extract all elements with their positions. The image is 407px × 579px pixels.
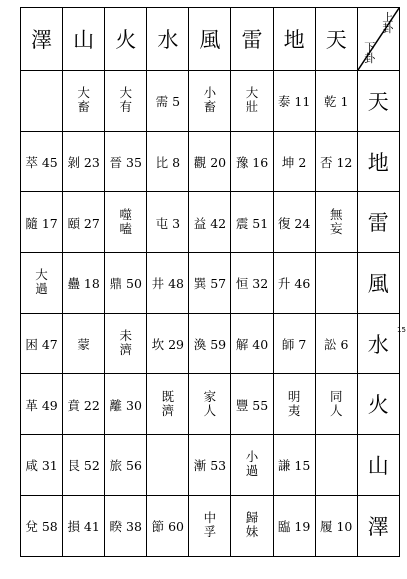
table-row (21, 71, 400, 132)
header-upper-huo: 火 (105, 8, 147, 71)
hexagram-cell (273, 313, 315, 374)
hexagram-cell (63, 253, 105, 314)
hexagram-name: 剝 23 (67, 155, 100, 171)
hexagram-name: 既 濟 (161, 388, 175, 418)
header-upper-shan: 山 (63, 8, 105, 71)
hexagram-name: 渙 59 (193, 337, 227, 353)
hexagram-name: 睽 38 (109, 519, 142, 535)
hexagram-cell (147, 71, 189, 132)
hexagram-cell (63, 71, 105, 132)
hexagram-cell (105, 374, 147, 435)
hexagram-cell (273, 374, 315, 435)
hexagram-name: 井 48 (151, 276, 185, 292)
hexagram-name: 大 畜 (77, 85, 90, 115)
hexagram-name: 屯 3 (155, 215, 181, 231)
hexagram-name: 升 46 (277, 276, 311, 292)
hexagram-cell (21, 131, 63, 192)
hexagram-name: 蠱 18 (67, 276, 100, 292)
table-row (21, 131, 400, 192)
hexagram-cell (231, 313, 273, 374)
table-row (21, 374, 400, 435)
table-row (21, 192, 400, 253)
hexagram-cell (231, 435, 273, 496)
hexagram-name: 震 51 (235, 215, 269, 231)
hexagram-cell (105, 435, 147, 496)
hexagram-name: 師 7 (281, 337, 307, 353)
hexagram-name: 家 人 (203, 388, 217, 418)
hexagram-cell (189, 313, 231, 374)
table-body (21, 8, 400, 557)
hexagram-name: 比 8 (155, 155, 181, 171)
hexagram-name: 節 60 (151, 519, 185, 535)
hexagram-cell (231, 71, 273, 132)
row-lower-trigram-label: 天 (357, 71, 399, 132)
hexagram-name: 漸 53 (193, 458, 227, 474)
hexagram-cell (189, 131, 231, 192)
corner-lower-trigram-label: 下卦 (364, 41, 376, 65)
hexagram-name: 咸 31 (25, 458, 58, 474)
hexagram-cell (63, 435, 105, 496)
table-row (21, 253, 400, 314)
hexagram-name: 復 24 (277, 215, 311, 231)
hexagram-name: 噬 嗑 (119, 206, 132, 236)
hexagram-name: 訟 6 (323, 337, 349, 353)
hexagram-cell (147, 435, 189, 496)
hexagram-cell (315, 495, 357, 556)
hexagram-cell (231, 253, 273, 314)
hexagram-table (20, 7, 400, 557)
table-row (21, 495, 400, 556)
hexagram-cell (315, 192, 357, 253)
hexagram-cell (315, 374, 357, 435)
hexagram-cell (147, 495, 189, 556)
hexagram-name: 乾 1 (323, 94, 349, 110)
hexagram-name: 小 過 (245, 449, 259, 479)
hexagram-cell (189, 192, 231, 253)
hexagram-name: 恒 32 (235, 276, 269, 292)
hexagram-name: 臨 19 (277, 519, 311, 535)
hexagram-cell (147, 192, 189, 253)
hexagram-name: 解 40 (235, 337, 269, 353)
hexagram-cell (273, 192, 315, 253)
hexagram-cell (105, 495, 147, 556)
row-lower-trigram-label: 澤 (357, 495, 399, 556)
hexagram-cell (231, 374, 273, 435)
hexagram-name: 觀 20 (193, 155, 227, 171)
hexagram-name: 兌 58 (25, 519, 58, 535)
hexagram-cell (273, 253, 315, 314)
header-upper-di: 地 (273, 8, 315, 71)
hexagram-cell (273, 71, 315, 132)
hexagram-name: 豫 16 (235, 155, 269, 171)
row-lower-trigram-label: 雷 (357, 192, 399, 253)
hexagram-cell (189, 435, 231, 496)
hexagram-cell (315, 253, 357, 314)
row-lower-trigram-label: 水 (357, 313, 399, 374)
hexagram-cell (105, 313, 147, 374)
hexagram-cell (231, 192, 273, 253)
corner-upper-trigram-label: 上卦 (382, 11, 394, 35)
hexagram-name: 泰 11 (277, 94, 311, 110)
hexagram-name: 困 47 (25, 337, 58, 353)
hexagram-cell (105, 253, 147, 314)
hexagram-name: 同 人 (329, 388, 343, 418)
hexagram-cell (63, 192, 105, 253)
hexagram-name: 旅 56 (109, 458, 142, 474)
hexagram-name: 無 妄 (329, 206, 343, 236)
hexagram-cell (189, 374, 231, 435)
hexagram-name: 大 有 (119, 85, 132, 115)
hexagram-cell (21, 435, 63, 496)
hexagram-name: 豐 55 (235, 397, 269, 413)
header-row (21, 8, 400, 71)
hexagram-cell (273, 495, 315, 556)
header-upper-shui: 水 (147, 8, 189, 71)
hexagram-name: 鼎 50 (109, 276, 142, 292)
hexagram-cell (315, 131, 357, 192)
hexagram-cell (189, 495, 231, 556)
hexagram-cell (105, 71, 147, 132)
hexagram-name: 晉 35 (109, 155, 142, 171)
hexagram-name: 未 濟 (119, 328, 132, 358)
hexagram-cell (105, 192, 147, 253)
hexagram-name: 否 12 (320, 155, 353, 171)
row-lower-trigram-label: 火 (357, 374, 399, 435)
header-upper-ze: 澤 (21, 8, 63, 71)
hexagram-name: 坤 2 (281, 155, 307, 171)
hexagram-cell (315, 435, 357, 496)
hexagram-cell (63, 374, 105, 435)
row-lower-trigram-label: 地 (357, 131, 399, 192)
hexagram-name: 歸 妹 (245, 510, 259, 540)
hexagram-name: 蒙 (77, 337, 90, 353)
hexagram-cell (21, 192, 63, 253)
hexagram-cell (231, 495, 273, 556)
page-number: 15 (397, 326, 406, 334)
hexagram-name: 謙 15 (277, 458, 311, 474)
hexagram-name: 益 42 (193, 215, 227, 231)
hexagram-name: 中 孚 (203, 510, 217, 540)
hexagram-cell (21, 495, 63, 556)
hexagram-cell (189, 71, 231, 132)
row-lower-trigram-label: 風 (357, 253, 399, 314)
hexagram-cell (21, 71, 63, 132)
hexagram-cell (315, 71, 357, 132)
hexagram-cell (147, 374, 189, 435)
hexagram-name: 革 49 (25, 397, 58, 413)
hexagram-name: 履 10 (320, 519, 353, 535)
hexagram-cell (147, 253, 189, 314)
row-lower-trigram-label: 山 (357, 435, 399, 496)
corner-cell (357, 8, 399, 71)
hexagram-cell (147, 313, 189, 374)
hexagram-cell (273, 435, 315, 496)
hexagram-name: 艮 52 (67, 458, 100, 474)
hexagram-cell (231, 131, 273, 192)
hexagram-cell (21, 253, 63, 314)
table-row (21, 435, 400, 496)
hexagram-cell (21, 313, 63, 374)
hexagram-name: 明 夷 (287, 388, 301, 418)
hexagram-name: 大 過 (35, 267, 48, 297)
hexagram-name: 隨 17 (25, 215, 58, 231)
hexagram-cell (189, 253, 231, 314)
hexagram-name: 大 壯 (245, 85, 259, 115)
hexagram-cell (21, 374, 63, 435)
table-row (21, 313, 400, 374)
hexagram-cell (273, 131, 315, 192)
hexagram-cell (63, 313, 105, 374)
header-upper-lei: 雷 (231, 8, 273, 71)
header-upper-feng: 風 (189, 8, 231, 71)
hexagram-cell (315, 313, 357, 374)
hexagram-name: 坎 29 (151, 337, 185, 353)
hexagram-name: 小 畜 (203, 85, 217, 115)
hexagram-name: 損 41 (67, 519, 100, 535)
hexagram-cell (105, 131, 147, 192)
hexagram-name: 萃 45 (25, 155, 58, 171)
hexagram-cell (63, 495, 105, 556)
hexagram-name: 賁 22 (67, 397, 100, 413)
hexagram-name: 需 5 (155, 94, 181, 110)
header-upper-tian: 天 (315, 8, 357, 71)
hexagram-cell (147, 131, 189, 192)
hexagram-name: 頤 27 (67, 215, 100, 231)
hexagram-name: 離 30 (109, 397, 142, 413)
hexagram-cell (63, 131, 105, 192)
hexagram-name: 巽 57 (193, 276, 227, 292)
